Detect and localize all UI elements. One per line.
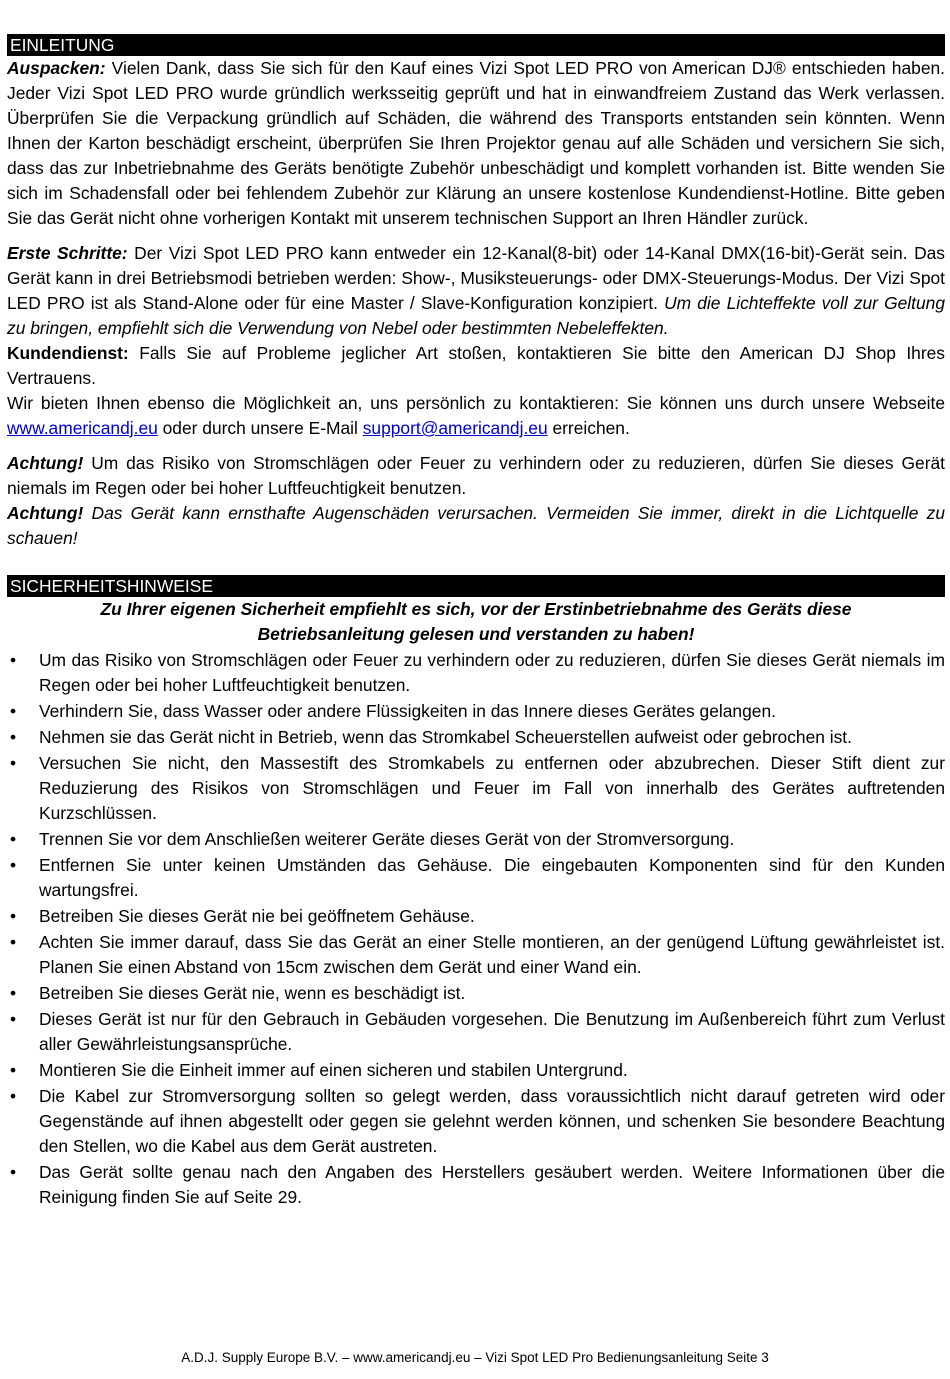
contact-paragraph	[7, 391, 945, 441]
bullet-icon: •	[9, 1086, 17, 1106]
getting-started-italic: Um die Lichteffekte voll zur Geltung zu bringen, empfiehlt sich die Verwendung von Nebel oder bestimmten Nebeleffekten.	[7, 293, 945, 338]
safety-item	[7, 981, 945, 1006]
website-link[interactable]: www.americandj.eu	[7, 418, 158, 438]
bullet-icon: •	[9, 983, 17, 1003]
safety-item	[7, 1160, 945, 1210]
safety-item	[7, 904, 945, 929]
bullet-icon: •	[9, 727, 17, 747]
getting-started-paragraph	[7, 241, 945, 341]
bullet-icon: •	[9, 1009, 17, 1029]
safety-item	[7, 827, 945, 852]
safety-item-text: Verhindern Sie, dass Wasser oder andere Flüssigkeiten in das Innere dieses Gerätes gelangen.	[39, 701, 776, 721]
safety-item	[7, 751, 945, 826]
safety-item-text: Die Kabel zur Stromversorgung sollten so gelegt werden, dass voraussichtlich nicht darauf getreten wird oder Gegenstände auf ihnen abgestellt oder gegen sie gelehnt werden können, und schenken Sie besondere Beachtung den Stellen, wo die Kabel aus dem Gerät austreten.	[39, 1086, 945, 1156]
warning-paragraph-1	[7, 451, 945, 501]
safety-item-text: Versuchen Sie nicht, den Massestift des Stromkabels zu entfernen oder abzubrechen. Dieser Stift dient zur Reduzierung des Risikos von Stromschlägen und Feuer im Fall von innerhalb des Gerätes auftretenden Kurzschlüssen.	[39, 753, 945, 823]
email-link[interactable]: support@americandj.eu	[362, 418, 548, 438]
safety-item	[7, 1058, 945, 1083]
safety-intro	[7, 597, 945, 647]
getting-started-text: Der Vizi Spot LED PRO kann entweder ein 12-Kanal(8-bit) oder 14-Kanal DMX(16-bit)-Gerät sein. Das Gerät kann in drei Betriebsmodi betrieben werden: Show-, Musiksteuerungs- oder DMX-Steuerungs-Modus. Der Vizi Spot LED PRO ist als Stand-Alone oder für eine Master / Slave-Konfiguration konzipiert.	[7, 243, 946, 313]
bullet-icon: •	[9, 855, 17, 875]
warning-text-2: Das Gerät kann ernsthafte Augenschäden verursachen. Vermeiden Sie immer, direkt in die Lichtquelle zu schauen!	[7, 503, 945, 548]
document-page	[7, 34, 945, 1211]
bullet-icon: •	[9, 650, 17, 670]
safety-item	[7, 1084, 945, 1159]
contact-text-3: erreichen.	[547, 418, 630, 438]
contact-text-2: oder durch unsere E-Mail	[157, 418, 363, 438]
safety-item-text: Entfernen Sie unter keinen Umständen das Gehäuse. Die eingebauten Komponenten sind für den Kunden wartungsfrei.	[39, 855, 945, 900]
safety-item-text: Betreiben Sie dieses Gerät nie, wenn es beschädigt ist.	[39, 983, 466, 1003]
safety-item-text: Montieren Sie die Einheit immer auf einen sicheren und stabilen Untergrund.	[39, 1060, 628, 1080]
bullet-icon: •	[9, 932, 17, 952]
safety-item-text: Betreiben Sie dieses Gerät nie bei geöffnetem Gehäuse.	[39, 906, 475, 926]
safety-item-text: Das Gerät sollte genau nach den Angaben des Herstellers gesäubert werden. Weitere Informationen über die Reinigung finden Sie auf Seite 29.	[39, 1162, 945, 1207]
safety-intro-line-2: Betriebsanleitung gelesen und verstanden zu haben!	[257, 624, 695, 644]
bullet-icon: •	[9, 906, 17, 926]
warning-label-2: Achtung!	[7, 503, 84, 523]
warning-label-1: Achtung!	[7, 453, 84, 473]
safety-intro-line-1: Zu Ihrer eigenen Sicherheit empfiehlt es sich, vor der Erstinbetriebnahme des Geräts diese	[100, 599, 852, 619]
page-footer: A.D.J. Supply Europe B.V. – www.americandj.eu – Vizi Spot LED Pro Bedienungsanleitung Seite 3	[181, 1350, 769, 1365]
warning-paragraph-2	[7, 501, 945, 551]
section-heading-safety: SICHERHEITSHINWEISE	[7, 575, 945, 597]
bullet-icon: •	[9, 753, 17, 773]
service-label: Kundendienst:	[7, 343, 129, 363]
safety-item	[7, 699, 945, 724]
safety-item	[7, 930, 945, 980]
safety-item	[7, 725, 945, 750]
bullet-icon: •	[9, 1060, 17, 1080]
service-paragraph	[7, 341, 945, 391]
service-text: Falls Sie auf Probleme jeglicher Art stoßen, kontaktieren Sie bitte den American DJ Shop Ihres Vertrauens.	[7, 343, 945, 388]
unpack-paragraph	[7, 56, 945, 231]
bullet-icon: •	[9, 1162, 17, 1182]
safety-item-text: Dieses Gerät ist nur für den Gebrauch in Gebäuden vorgesehen. Die Benutzung im Außenbereich führt zum Verlust aller Gewährleistungsansprüche.	[39, 1009, 945, 1054]
safety-item	[7, 648, 945, 698]
unpack-text: Vielen Dank, dass Sie sich für den Kauf eines Vizi Spot LED PRO von American DJ® entschieden haben. Jeder Vizi Spot LED PRO wurde gründlich werksseitig geprüft und hat in einwandfreiem Zustand das Werk verlassen. Überprüfen Sie die Verpackung gründlich auf Schäden, die während des Transports entstanden sein könnten. Wenn Ihnen der Karton beschädigt erscheint, überprüfen Sie Ihren Projektor genau auf alle Schäden und versichern Sie sich, dass das zur Inbetriebnahme des Geräts benötigte Zubehör unbeschädigt und komplett vorhanden ist. Bitte wenden Sie sich im Schadensfall oder bei fehlendem Zubehör zur Klärung an unsere kostenlose Kundendienst-Hotline. Bitte geben Sie das Gerät nicht ohne vorherigen Kontakt mit unserem technischen Support an Ihren Händler zurück.	[7, 58, 945, 228]
safety-item	[7, 853, 945, 903]
safety-item-text: Trennen Sie vor dem Anschließen weiterer Geräte dieses Gerät von der Stromversorgung.	[39, 829, 735, 849]
safety-item-text: Nehmen sie das Gerät nicht in Betrieb, wenn das Stromkabel Scheuerstellen aufweist oder gebrochen ist.	[39, 727, 852, 747]
warning-text-1: Um das Risiko von Stromschlägen oder Feuer zu verhindern oder zu reduzieren, dürfen Sie dieses Gerät niemals im Regen oder bei hoher Luftfeuchtigkeit benutzen.	[7, 453, 945, 498]
unpack-label: Auspacken:	[7, 58, 106, 78]
safety-item-text: Achten Sie immer darauf, dass Sie das Gerät an einer Stelle montieren, an der genügend Lüftung gewährleistet ist. Planen Sie einen Abstand von 15cm zwischen dem Gerät und einer Wand ein.	[39, 932, 945, 977]
safety-item-text: Um das Risiko von Stromschlägen oder Feuer zu verhindern oder zu reduzieren, dürfen Sie dieses Gerät niemals im Regen oder bei hoher Luftfeuchtigkeit benutzen.	[39, 650, 945, 695]
bullet-icon: •	[9, 701, 17, 721]
getting-started-label: Erste Schritte:	[7, 243, 128, 263]
contact-text-1: Wir bieten Ihnen ebenso die Möglichkeit an, uns persönlich zu kontaktieren: Sie können uns durch unsere Webseite	[7, 393, 945, 413]
safety-list	[7, 648, 945, 1210]
section-heading-intro: EINLEITUNG	[7, 34, 945, 56]
bullet-icon: •	[9, 829, 17, 849]
safety-item	[7, 1007, 945, 1057]
